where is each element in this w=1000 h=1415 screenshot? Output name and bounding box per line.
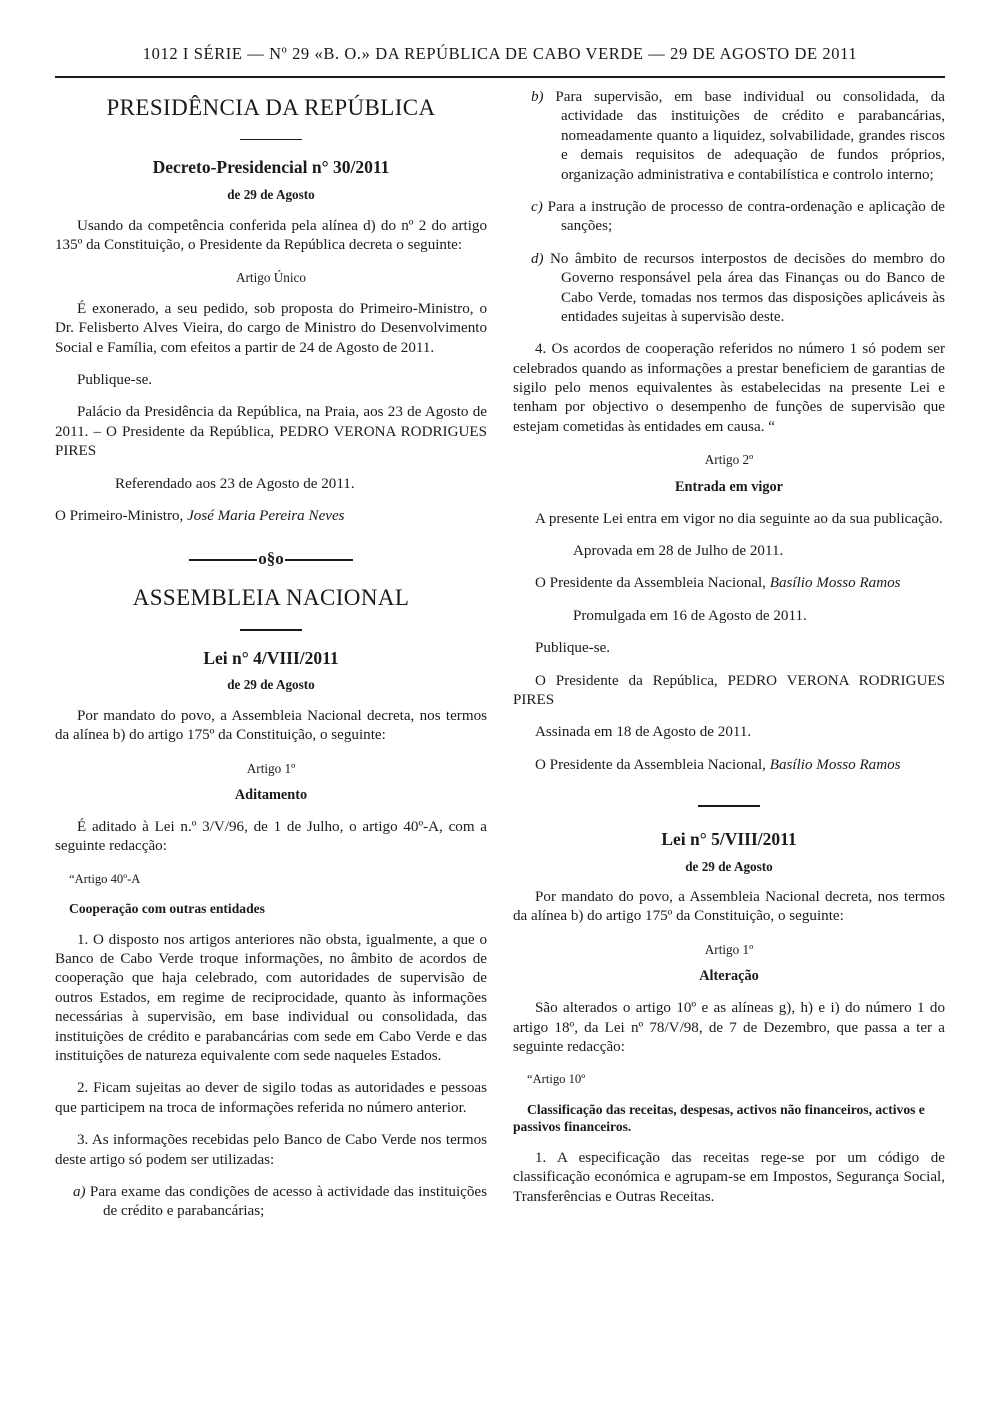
presidencia-title: PRESIDÊNCIA DA REPÚBLICA [106,95,436,120]
lei4-artigo2-body: A presente Lei entra em vigor no dia seguinte ao da sua publicação. [535,510,943,527]
lei4-artigo2-name: Entrada em vigor [674,478,783,495]
separator-bar-right [285,559,353,561]
separator-glyph: o§o [258,549,284,569]
lei4-artigo1-name: Aditamento [234,787,308,804]
lei5-n1: 1. A especificação das receitas rege-se por um código de classificação económica e agrupam-se em Impostos, Segurança Social, Transferências e Outras Receitas. [513,1149,945,1205]
divider-rule [240,139,302,141]
lei4-presidente-rep: O Presidente da República, PEDRO VERONA RODRIGUES PIRES [513,672,945,708]
alinea-a-marker: a) [73,1183,86,1200]
presidente-an-name-2: Basílio Mosso Ramos [769,756,901,773]
pm-name: José Maria Pereira Neves [187,507,345,524]
presidente-an-prefix: O Presidente da Assembleia Nacional, [535,575,770,592]
decreto-referendado: Referendado aos 23 de Agosto de 2011. [115,475,355,492]
alinea-a-text: Para exame das condições de acesso à actividade das instituições de crédito e parabancárias; [85,1183,487,1220]
lei4-n4: 4. Os acordos de cooperação referidos no número 1 só podem ser celebrados quando as informações a prestar beneficiem de garantias de sigilo pelo menos equivalentes às estabelecidas na presente Lei e tenham por objectivo o desempenho de funções de supervisão que estejam cometidas às entidades em causa. “ [513,341,945,435]
lei4-alinea-b [513,88,945,185]
lei4-artigo2-label: Artigo 2º [704,452,754,468]
decreto-publique: Publique-se. [77,372,153,389]
lei5-artigo1-name: Alteração [699,968,759,985]
lei5-artigo1-body: São alterados o artigo 10º e as alíneas g), h) e i) do número 1 do artigo 18º, da Lei nº 78/V/98, de 7 de Dezembro, que passa a ter a seguinte redacção: [513,1000,945,1056]
lei4-n2: 2. Ficam sujeitas ao dever de sigilo todas as autoridades e pessoas que participem na troca de informações referida no número anterior. [55,1080,487,1116]
lei4-artigo1-body: É aditado à Lei n.º 3/V/96, de 1 de Julho, o artigo 40º-A, com a seguinte redacção: [55,819,487,855]
assembleia-title: ASSEMBLEIA NACIONAL [132,585,410,611]
decreto-preamble: Usando da competência conferida pela alínea d) do nº 2 do artigo 135º da Constituição, o Presidente da República decreta o seguinte: [55,217,487,253]
lei5-title: Lei n° 5/VIII/2011 [661,828,797,849]
lei4-alinea-d [513,250,945,328]
alinea-d-marker: d) [531,250,544,267]
decreto-body: É exonerado, a seu pedido, sob proposta do Primeiro-Ministro, o Dr. Felisberto Alves Vieira, do cargo de Ministro do Desenvolvimento Social e Família, com efeitos a partir de 24 de Agosto de 2011. [55,300,487,356]
alinea-c-text: Para a instrução de processo de contra-ordenação e aplicação de sanções; [542,198,945,235]
presidente-an-name: Basílio Mosso Ramos [769,575,901,592]
lei4-n1: 1. O disposto nos artigos anteriores não obsta, igualmente, a que o Banco de Cabo Verde troque informações, no âmbito de acordos de cooperação que haja celebrado, com autoridades de supervisão de outros Estados, em regime de reciprocidade, quanto às informações necessárias à supervisão, em base individual ou consolidada, das instituições de crédito e parabancárias com sede em Cabo Verde e das instituições de natureza equivalente com sede naqueles Estados. [55,931,487,1065]
section-separator-oso [55,551,487,568]
lei4-preamble: Por mandato do povo, a Assembleia Nacional decreta, nos termos da alínea b) do artigo 175º da Constituição, o seguinte: [55,707,487,744]
lei4-promulgada: Promulgada em 16 de Agosto de 2011. [573,607,807,624]
lei5-preamble: Por mandato do povo, a Assembleia Nacional decreta, nos termos da alínea b) do artigo 175º da Constituição, o seguinte: [513,889,945,925]
right-column [513,88,945,1388]
lei5-date: de 29 de Agosto [685,858,773,874]
alinea-b-marker: b) [531,89,544,105]
left-column [55,88,487,1388]
separator-bar-left [189,559,257,561]
lei4-assinada: Assinada em 18 de Agosto de 2011. [535,724,752,741]
lei4-publique: Publique-se. [535,640,611,657]
running-head: 1012 I SÉRIE — Nº 29 «B. O.» DA REPÚBLICA DE CABO VERDE — 29 DE AGOSTO DE 2011 [142,44,858,63]
lei4-alinea-c [513,198,945,237]
decreto-artigo-label: Artigo Único [236,270,306,286]
alinea-b-text: Para supervisão, em base individual ou consolidada, da actividade das instituições de crédito e parabancárias, nomeadamente quanto a liquidez, solvabilidade, grandes riscos e demais requisitos de adequação de fundos próprios, organização administrativa e contabilística e controlo interno; [543,89,945,183]
alinea-c-marker: c) [531,198,543,215]
decreto-date: de 29 de Agosto [227,187,315,203]
lei4-artigo1-label: Artigo 1º [246,760,296,776]
presidente-an-prefix-2: O Presidente da Assembleia Nacional, [535,756,770,773]
two-column-body [55,88,945,1388]
lei4-alinea-a [55,1183,487,1222]
divider-rule-3 [698,805,760,807]
lei4-n3: 3. As informações recebidas pelo Banco de Cabo Verde nos termos deste artigo só podem ser utilizadas: [55,1132,487,1168]
decreto-primeiro-ministro [55,507,487,526]
lei5-artigo1-label: Artigo 1º [704,941,754,957]
pm-prefix: O Primeiro-Ministro, [55,507,188,524]
lei4-presidente-an-2 [513,756,945,775]
lei4-title: Lei n° 4/VIII/2011 [203,647,339,668]
lei4-date: de 29 de Agosto [227,677,315,693]
divider-rule-2 [240,629,302,631]
decreto-title: Decreto-Presidencial n° 30/2011 [152,157,390,178]
header-rule [55,76,945,78]
lei4-presidente-an [513,574,945,593]
lei4-quoted-epigrafe: Cooperação com outras entidades [69,901,265,917]
lei4-aprovada: Aprovada em 28 de Julho de 2011. [573,543,784,559]
lei5-quoted-epigrafe: Classificação das receitas, despesas, activos não financeiros, activos e passivos financeiros. [513,1101,925,1135]
lei4-quoted-artigo: “Artigo 40º-A [69,871,141,886]
lei5-quoted-artigo: “Artigo 10º [527,1072,586,1087]
alinea-d-text: No âmbito de recursos interpostos de decisões do membro do Governo responsável pela área das Finanças ou do Banco de Cabo Verde, tomadas nos termos das disposições aplicáveis às entidades sujeitas à supervisão deste. [543,250,945,325]
decreto-local-data: Palácio da Presidência da República, na Praia, aos 23 de Agosto de 2011. – O Presidente da República, PEDRO VERONA RODRIGUES PIRES [55,404,487,460]
